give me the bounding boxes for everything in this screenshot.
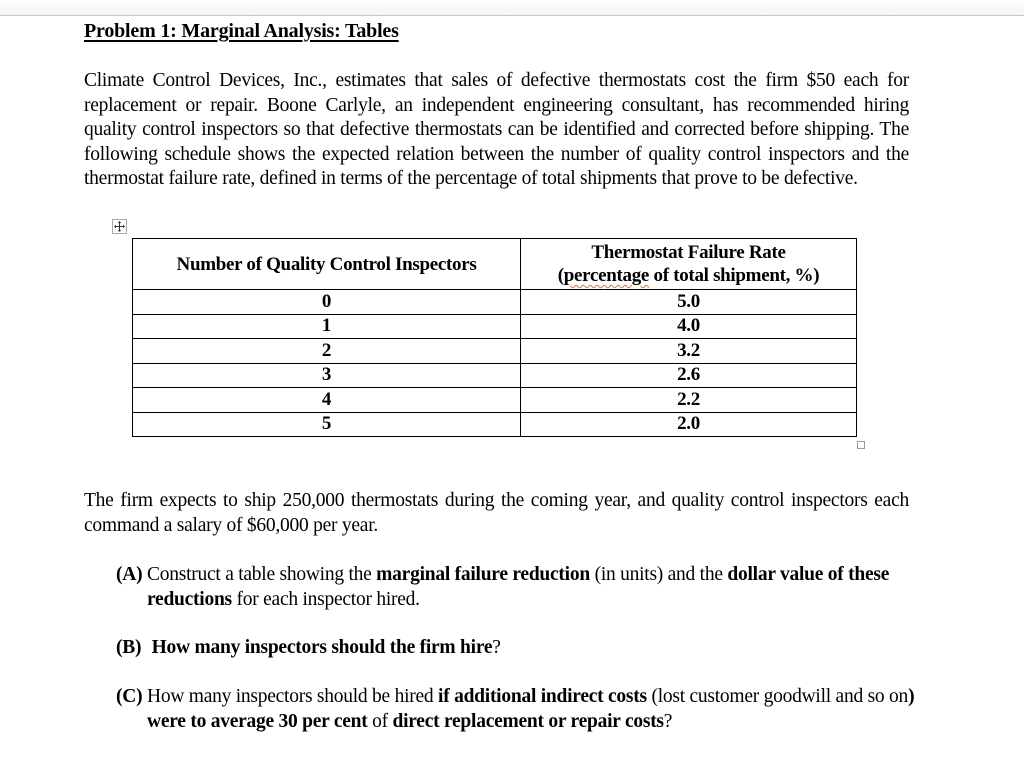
question-c-text: How many inspectors should be hired xyxy=(147,686,439,707)
question-a-text-3: for each inspector hired. xyxy=(231,588,420,610)
question-c xyxy=(116,685,943,734)
table-row xyxy=(133,363,857,388)
failure-rate-table xyxy=(132,238,857,437)
header-failure-rate xyxy=(521,239,857,290)
cell-failure-rate: 2.6 xyxy=(521,363,857,388)
question-a-bold-2: dollar value of these reductions xyxy=(147,564,890,610)
cell-failure-rate: 2.0 xyxy=(521,412,857,437)
table-row xyxy=(133,290,857,315)
header-failure-rate-line2: of total shipment, %) xyxy=(649,265,820,286)
header-inspectors: Number of Quality Control Inspectors xyxy=(133,239,521,290)
question-a xyxy=(116,563,943,612)
cell-failure-rate: 2.2 xyxy=(521,388,857,413)
table-header-row xyxy=(133,239,857,290)
question-b-text: ? xyxy=(492,637,501,658)
cell-inspectors: 5 xyxy=(133,412,521,437)
move-arrows-icon xyxy=(114,221,125,232)
table-row xyxy=(133,314,857,339)
table-row xyxy=(133,339,857,364)
question-c-text-2: (lost customer goodwill and so on xyxy=(646,686,909,707)
question-c-label: (C) xyxy=(116,686,143,707)
table-resize-handle[interactable] xyxy=(857,441,865,449)
question-a-text: Construct a table showing the xyxy=(147,564,377,585)
cell-inspectors: 3 xyxy=(133,363,521,388)
table-row xyxy=(133,388,857,413)
problem-title: Problem 1: Marginal Analysis: Tables xyxy=(84,20,399,42)
question-b xyxy=(116,636,943,661)
table-row xyxy=(133,412,857,437)
question-a-label: (A) xyxy=(116,564,143,585)
cell-inspectors: 4 xyxy=(133,388,521,413)
cell-inspectors: 0 xyxy=(133,290,521,315)
question-b-label: (B) xyxy=(116,637,142,658)
spellcheck-flagged-word[interactable]: percentage xyxy=(563,265,650,286)
cell-failure-rate: 5.0 xyxy=(521,290,857,315)
question-c-bold-1: if additional indirect costs xyxy=(438,686,647,707)
question-a-text-2: (in units) and the xyxy=(589,564,728,585)
question-a-bold-1: marginal failure reduction xyxy=(376,564,590,585)
cell-inspectors: 2 xyxy=(133,339,521,364)
window-top-edge xyxy=(0,0,1024,16)
question-b-bold: How many inspectors should the firm hire xyxy=(147,637,493,658)
question-c-text-4: ? xyxy=(663,710,673,732)
table-move-handle[interactable] xyxy=(112,219,127,234)
header-failure-rate-line1: Thermostat Failure Rate xyxy=(591,242,786,263)
header-paren-open: ( xyxy=(557,265,564,286)
shipping-paragraph: The firm expects to ship 250,000 thermostats during the coming year, and quality control inspectors each command a salary of $60,000 per year. xyxy=(84,490,909,536)
question-c-bold-2: ) were to average 30 per cent xyxy=(147,686,915,732)
intro-paragraph: Climate Control Devices, Inc., estimates that sales of defective thermostats cost the firm $50 each for replacement or repair. Boone Carlyle, an independent engineering consultant, has recommended hiring quality control inspectors so that defective thermostats can be identified and corrected before shipping. The following schedule shows the expected relation between the number of quality control inspectors and the thermostat failure rate, defined in terms of the percentage of total shipments that prove to be defective. xyxy=(84,70,909,190)
cell-failure-rate: 4.0 xyxy=(521,314,857,339)
cell-failure-rate: 3.2 xyxy=(521,339,857,364)
question-c-text-3: of xyxy=(367,710,393,732)
cell-inspectors: 1 xyxy=(133,314,521,339)
question-c-bold-3: direct replacement or repair costs xyxy=(392,710,664,732)
